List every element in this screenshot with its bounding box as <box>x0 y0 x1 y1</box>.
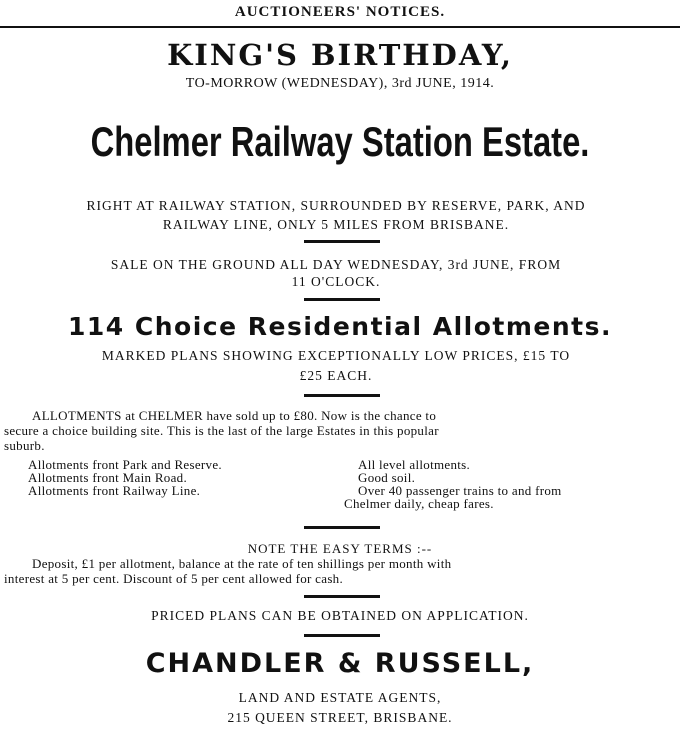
priced-plans-line: PRICED PLANS CAN BE OBTAINED ON APPLICATION. <box>151 608 529 623</box>
section-heading: AUCTIONEERS' NOTICES. <box>234 4 446 20</box>
feature-item: Allotments front Railway Line. <box>28 483 201 498</box>
heading-rule <box>0 26 680 28</box>
sale-line-1: SALE ON THE GROUND ALL DAY WEDNESDAY, 3rd JUNE, FROM <box>110 257 562 272</box>
divider <box>304 298 380 301</box>
plans-line-1: MARKED PLANS SHOWING EXCEPTIONALLY LOW PRICES, £15 TO <box>101 348 571 363</box>
divider <box>304 240 380 243</box>
terms-line-1: Deposit, £1 per allotment, balance at the rate of ten shillings per month with <box>32 556 452 571</box>
description-paragraph <box>4 408 664 453</box>
agent-role: LAND AND ESTATE AGENTS, <box>238 690 442 705</box>
terms-heading: NOTE THE EASY TERMS :-- <box>247 541 433 556</box>
date-line: TO-MORROW (WEDNESDAY), 3rd JUNE, 1914. <box>185 76 495 91</box>
feature-item: Allotments front Park and Reserve. <box>28 457 222 472</box>
terms-line-2: interest at 5 per cent. Discount of 5 per cent allowed for cash. <box>4 571 344 586</box>
feature-item: Good soil. <box>358 470 416 485</box>
terms-paragraph <box>4 556 664 586</box>
allotments-headline: 114 Choice Residential Allotments. <box>68 312 612 341</box>
divider <box>304 634 380 637</box>
features-right-list <box>344 458 562 510</box>
feature-item: Chelmer daily, cheap fares. <box>344 496 494 511</box>
divider <box>304 595 380 598</box>
plans-line-2: £25 EACH. <box>299 368 373 383</box>
description-line-1: ALLOTMENTS at CHELMER have sold up to £80. Now is the chance to <box>32 408 437 423</box>
feature-item: All level allotments. <box>358 457 471 472</box>
divider <box>304 394 380 397</box>
agent-address: 215 QUEEN STREET, BRISBANE. <box>227 710 453 725</box>
agent-name: CHANDLER & RUSSELL, <box>145 648 535 679</box>
features-left-list <box>28 458 222 497</box>
feature-item: Over 40 passenger trains to and from <box>358 483 562 498</box>
description-line-2: secure a choice building site. This is the last of the large Estates in this popular <box>4 423 439 438</box>
feature-item: Allotments front Main Road. <box>28 470 188 485</box>
estate-title: Chelmer Railway Station Estate. <box>90 118 590 165</box>
occasion-title: KING'S BIRTHDAY, <box>167 38 513 72</box>
sale-line-2: 11 O'CLOCK. <box>291 274 381 289</box>
divider <box>304 526 380 529</box>
description-line-3: suburb. <box>4 438 45 453</box>
location-line-2: RAILWAY LINE, ONLY 5 MILES FROM BRISBANE. <box>162 217 510 232</box>
location-line-1: RIGHT AT RAILWAY STATION, SURROUNDED BY RESERVE, PARK, AND <box>86 198 586 213</box>
